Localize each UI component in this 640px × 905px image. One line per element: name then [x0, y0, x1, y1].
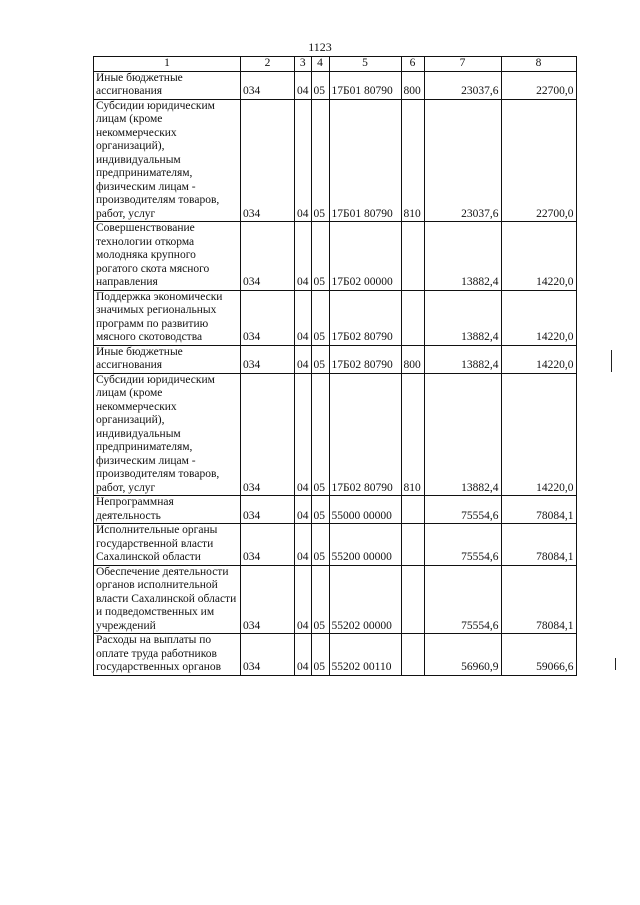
column-header: 1	[94, 57, 241, 72]
section-cell: 04	[295, 565, 312, 634]
subsection-cell: 05	[311, 524, 329, 566]
ministry-code-cell: 034	[241, 290, 295, 345]
table-row	[94, 496, 577, 524]
ministry-code-cell: 034	[241, 99, 295, 222]
ministry-code-cell: 034	[241, 496, 295, 524]
expense-type-cell: 800	[401, 71, 424, 99]
subsection-cell: 05	[311, 496, 329, 524]
ministry-code-cell: 034	[241, 565, 295, 634]
amount-year1-cell: 75554,6	[424, 496, 501, 524]
table-row	[94, 290, 577, 345]
target-article-cell: 17Б02 80790	[329, 290, 401, 345]
scan-mark	[611, 350, 612, 372]
expense-type-cell	[401, 524, 424, 566]
subsection-cell: 05	[311, 565, 329, 634]
amount-year1-cell: 13882,4	[424, 222, 501, 291]
column-header: 6	[401, 57, 424, 72]
table-row	[94, 345, 577, 373]
target-article-cell: 55202 00000	[329, 565, 401, 634]
ministry-code-cell: 034	[241, 71, 295, 99]
item-name-cell: Иные бюджетные ассигнования	[94, 71, 241, 99]
amount-year1-cell: 23037,6	[424, 71, 501, 99]
section-cell: 04	[295, 373, 312, 496]
amount-year1-cell: 56960,9	[424, 634, 501, 676]
column-header: 3	[295, 57, 312, 72]
expense-type-cell	[401, 222, 424, 291]
ministry-code-cell: 034	[241, 345, 295, 373]
expense-type-cell: 800	[401, 345, 424, 373]
amount-year1-cell: 23037,6	[424, 99, 501, 222]
column-header: 2	[241, 57, 295, 72]
table-body	[94, 71, 577, 675]
amount-year2-cell: 59066,6	[501, 634, 576, 676]
amount-year1-cell: 75554,6	[424, 565, 501, 634]
amount-year2-cell: 14220,0	[501, 222, 576, 291]
amount-year2-cell: 78084,1	[501, 524, 576, 566]
section-cell: 04	[295, 524, 312, 566]
item-name-cell: Совершенствование технологии откорма молодняка крупного рогатого скота мясного направления	[94, 222, 241, 291]
target-article-cell: 55202 00110	[329, 634, 401, 676]
subsection-cell: 05	[311, 71, 329, 99]
column-header: 7	[424, 57, 501, 72]
amount-year1-cell: 13882,4	[424, 373, 501, 496]
ministry-code-cell: 034	[241, 373, 295, 496]
section-cell: 04	[295, 496, 312, 524]
ministry-code-cell: 034	[241, 634, 295, 676]
item-name-cell: Обеспечение деятельности органов исполнительной власти Сахалинской области и подведомственных им учреждений	[94, 565, 241, 634]
item-name-cell: Поддержка экономически значимых региональных программ по развитию мясного скотоводства	[94, 290, 241, 345]
expense-type-cell: 810	[401, 373, 424, 496]
subsection-cell: 05	[311, 290, 329, 345]
amount-year2-cell: 78084,1	[501, 565, 576, 634]
ministry-code-cell: 034	[241, 524, 295, 566]
item-name-cell: Исполнительные органы государственной власти Сахалинской области	[94, 524, 241, 566]
amount-year2-cell: 14220,0	[501, 373, 576, 496]
target-article-cell: 55000 00000	[329, 496, 401, 524]
table-row	[94, 565, 577, 634]
amount-year1-cell: 75554,6	[424, 524, 501, 566]
amount-year2-cell: 14220,0	[501, 345, 576, 373]
amount-year1-cell: 13882,4	[424, 345, 501, 373]
expense-type-cell: 810	[401, 99, 424, 222]
target-article-cell: 17Б02 80790	[329, 373, 401, 496]
table-row	[94, 99, 577, 222]
column-header: 4	[311, 57, 329, 72]
item-name-cell: Непрограммная деятельность	[94, 496, 241, 524]
amount-year2-cell: 22700,0	[501, 99, 576, 222]
expense-type-cell	[401, 634, 424, 676]
table-row	[94, 222, 577, 291]
amount-year1-cell: 13882,4	[424, 290, 501, 345]
expense-type-cell	[401, 290, 424, 345]
budget-table	[93, 56, 577, 676]
section-cell: 04	[295, 345, 312, 373]
column-header: 8	[501, 57, 576, 72]
item-name-cell: Расходы на выплаты по оплате труда работников государственных органов	[94, 634, 241, 676]
table-row	[94, 373, 577, 496]
column-header: 5	[329, 57, 401, 72]
item-name-cell: Субсидии юридическим лицам (кроме некоммерческих организаций), индивидуальным предпринимателям, физическим лицам - производителям товаров, работ, услуг	[94, 373, 241, 496]
table-header-row	[94, 57, 577, 72]
amount-year2-cell: 14220,0	[501, 290, 576, 345]
target-article-cell: 17Б01 80790	[329, 99, 401, 222]
section-cell: 04	[295, 290, 312, 345]
table-row	[94, 634, 577, 676]
amount-year2-cell: 22700,0	[501, 71, 576, 99]
subsection-cell: 05	[311, 345, 329, 373]
expense-type-cell	[401, 565, 424, 634]
subsection-cell: 05	[311, 99, 329, 222]
subsection-cell: 05	[311, 222, 329, 291]
target-article-cell: 17Б01 80790	[329, 71, 401, 99]
section-cell: 04	[295, 634, 312, 676]
expense-type-cell	[401, 496, 424, 524]
target-article-cell: 17Б02 80790	[329, 345, 401, 373]
section-cell: 04	[295, 99, 312, 222]
table-row	[94, 71, 577, 99]
amount-year2-cell: 78084,1	[501, 496, 576, 524]
table-row	[94, 524, 577, 566]
target-article-cell: 55200 00000	[329, 524, 401, 566]
subsection-cell: 05	[311, 634, 329, 676]
section-cell: 04	[295, 71, 312, 99]
item-name-cell: Субсидии юридическим лицам (кроме некоммерческих организаций), индивидуальным предпринимателям, физическим лицам - производителям товаров, работ, услуг	[94, 99, 241, 222]
scan-mark	[615, 658, 616, 670]
page-number: 1123	[308, 40, 332, 54]
target-article-cell: 17Б02 00000	[329, 222, 401, 291]
ministry-code-cell: 034	[241, 222, 295, 291]
section-cell: 04	[295, 222, 312, 291]
subsection-cell: 05	[311, 373, 329, 496]
item-name-cell: Иные бюджетные ассигнования	[94, 345, 241, 373]
